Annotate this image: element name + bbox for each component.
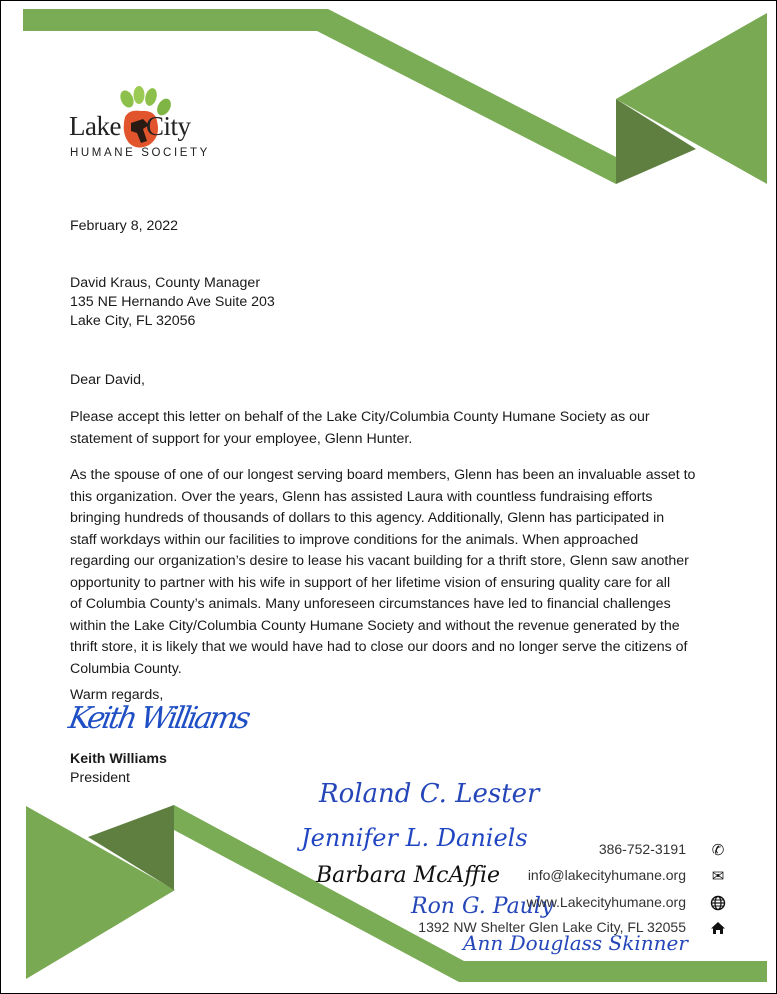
logo-subtitle: HUMANE SOCIETY xyxy=(70,147,210,159)
paragraph-line: this organization. Over the years, Glenn has assisted Laura with countless fundraising efforts xyxy=(70,488,653,505)
contact-phone: 386-752-3191 xyxy=(598,841,686,857)
paragraph-line: Columbia County. xyxy=(70,660,182,677)
paragraph-line: bringing hundreds of thousands of dollars to this agency. Additionally, Glenn has participated in xyxy=(70,510,665,526)
envelope-icon: ✉ xyxy=(711,868,725,885)
salutation: Dear David, xyxy=(70,372,145,388)
signer-title: President xyxy=(70,770,130,786)
home-icon xyxy=(709,920,727,938)
globe-icon xyxy=(709,895,727,913)
board-signature: Roland C. Lester xyxy=(319,779,540,809)
paragraph-line: staff workdays within our facilities to improve conditions for the animals. When approached xyxy=(70,531,639,548)
paragraph-1 xyxy=(70,407,710,450)
paragraph-line: As the spouse of one of our longest serving board members, Glenn has been an invaluable asset to xyxy=(70,467,696,483)
paragraph-line: of Columbia County’s animals. Many unforeseen circumstances have led to financial challenges xyxy=(70,596,671,612)
logo-text-lake: Lake xyxy=(69,111,121,141)
recipient-line-2: 135 NE Hernando Ave Suite 203 xyxy=(70,294,275,310)
contact-address: 1392 NW Shelter Glen Lake City, FL 32055 xyxy=(418,919,686,935)
paragraph-line: within the Lake City/Columbia County Humane Society and without the revenue generated by the xyxy=(70,617,680,634)
board-signature: Ron G. Pauly xyxy=(411,894,554,919)
contact-website: www.Lakecityhumane.org xyxy=(526,894,686,910)
paragraph-line: statement of support for your employee, Glenn Hunter. xyxy=(70,430,413,447)
signer-name: Keith Williams xyxy=(70,751,167,767)
recipient-line-3: Lake City, FL 32056 xyxy=(70,313,196,329)
paragraph-line: regarding our organization’s desire to lease his vacant building for a thrift store, Glenn saw another xyxy=(70,553,689,569)
paragraph-line: thrift store, it is likely that we would have had to close our doors and no longer serve the citizens of xyxy=(70,639,688,655)
president-signature: Keith Williams xyxy=(65,701,251,736)
contact-email: info@lakecityhumane.org xyxy=(527,867,686,883)
phone-icon: ✆ xyxy=(711,842,725,859)
paragraph-line: Please accept this letter on behalf of the Lake City/Columbia County Humane Society as our xyxy=(70,409,650,425)
recipient-line-1: David Kraus, County Manager xyxy=(70,275,261,291)
letter-date: February 8, 2022 xyxy=(70,218,179,234)
org-logo xyxy=(69,85,209,163)
board-signature: Jennifer L. Daniels xyxy=(301,824,528,852)
board-signature: Barbara McAffie xyxy=(316,863,501,888)
closing: Warm regards, xyxy=(70,687,164,703)
paragraph-line: opportunity to partner with his wife in support of her lifetime vision of ensuring quality care for all xyxy=(70,574,671,591)
board-signature: Ann Douglass Skinner xyxy=(463,931,688,955)
logo-text-city: City xyxy=(146,111,191,141)
paragraph-2 xyxy=(70,465,710,680)
